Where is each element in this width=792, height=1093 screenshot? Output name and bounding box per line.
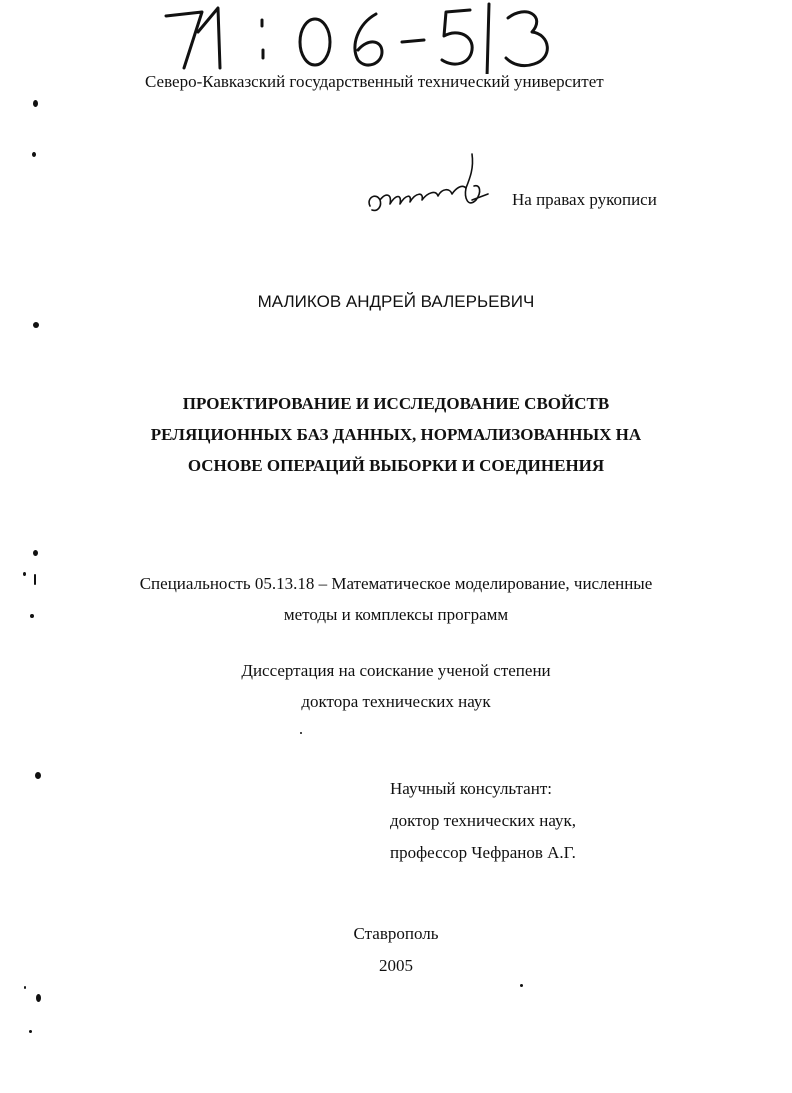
- scan-speck: [33, 322, 39, 328]
- consultant-line: Научный консультант:: [390, 779, 552, 798]
- scan-speck: [24, 986, 26, 989]
- title-line: ПРОЕКТИРОВАНИЕ И ИССЛЕДОВАНИЕ СВОЙСТВ: [182, 394, 610, 413]
- scientific-consultant: [390, 773, 576, 869]
- scan-speck: [520, 984, 523, 987]
- scan-speck: [33, 100, 38, 107]
- university-name: Северо-Кавказский государственный технический университет: [145, 72, 604, 91]
- archive-code: [162, 2, 562, 74]
- degree-line: Диссертация на соискание ученой степени: [241, 661, 551, 680]
- specialty: [0, 568, 792, 630]
- scan-speck: [300, 732, 302, 734]
- signature-drawing: [362, 148, 492, 220]
- scan-speck: [33, 550, 38, 556]
- specialty-line: Специальность 05.13.18 – Математическое моделирование, численные: [139, 574, 653, 593]
- scan-speck: [34, 574, 36, 585]
- signature: [362, 148, 492, 220]
- archive-code-drawing: [162, 2, 562, 74]
- degree: [0, 655, 792, 717]
- scan-speck: [23, 572, 26, 576]
- manuscript-note: На правах рукописи: [512, 190, 657, 209]
- scan-speck: [36, 994, 41, 1002]
- scan-speck: [29, 1030, 32, 1033]
- consultant-line: профессор Чефранов А.Г.: [390, 843, 576, 862]
- degree-line: доктора технических наук: [301, 692, 491, 711]
- scan-speck: [35, 772, 41, 779]
- consultant-line: доктор технических наук,: [390, 811, 577, 830]
- city: Ставрополь: [353, 924, 439, 943]
- year: 2005: [379, 956, 413, 975]
- author-name: МАЛИКОВ АНДРЕЙ ВАЛЕРЬЕВИЧ: [257, 292, 535, 311]
- dissertation-title: [0, 388, 792, 481]
- title-line: РЕЛЯЦИОННЫХ БАЗ ДАННЫХ, НОРМАЛИЗОВАННЫХ НА: [150, 425, 642, 444]
- title-line: ОСНОВЕ ОПЕРАЦИЙ ВЫБОРКИ И СОЕДИНЕНИЯ: [187, 456, 605, 475]
- scan-speck: [32, 152, 36, 157]
- specialty-line: методы и комплексы программ: [283, 605, 509, 624]
- scan-speck: [30, 614, 34, 618]
